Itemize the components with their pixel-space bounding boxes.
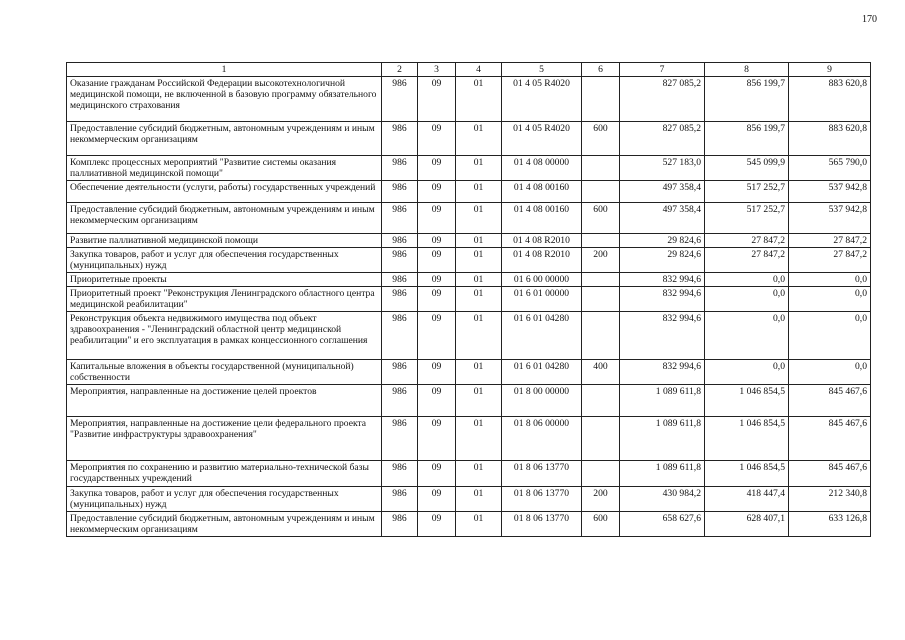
amount-year-3: 27 847,2 bbox=[789, 234, 871, 248]
gr-code: 986 bbox=[382, 273, 418, 287]
gr-code: 986 bbox=[382, 122, 418, 156]
vr-code bbox=[582, 273, 620, 287]
gr-code: 986 bbox=[382, 461, 418, 487]
pr-code: 01 bbox=[456, 385, 502, 417]
amount-year-2: 27 847,2 bbox=[705, 248, 789, 273]
csr-code: 01 8 06 00000 bbox=[502, 417, 582, 461]
amount-year-3: 537 942,8 bbox=[789, 203, 871, 234]
row-name: Оказание гражданам Российской Федерации высокотехнологичной медицинской помощи, не включенной в базовую программу обязательного медицинского страхования bbox=[67, 77, 382, 122]
rz-code: 09 bbox=[418, 417, 456, 461]
amount-year-3: 845 467,6 bbox=[789, 461, 871, 487]
row-name: Реконструкция объекта недвижимого имущества под объект здравоохранения - "Ленинградский областной центр медицинской реабилитации" и его эксплуатация в рамках концессионного соглашения bbox=[67, 312, 382, 360]
csr-code: 01 6 01 00000 bbox=[502, 287, 582, 312]
rz-code: 09 bbox=[418, 487, 456, 512]
row-name: Закупка товаров, работ и услуг для обеспечения государственных (муниципальных) нужд bbox=[67, 248, 382, 273]
table-row bbox=[67, 312, 871, 360]
amount-year-1: 430 984,2 bbox=[620, 487, 705, 512]
amount-year-2: 517 252,7 bbox=[705, 181, 789, 203]
row-name: Мероприятия, направленные на достижение цели федерального проекта "Развитие инфраструктуры здравоохранения" bbox=[67, 417, 382, 461]
pr-code: 01 bbox=[456, 234, 502, 248]
amount-year-3: 883 620,8 bbox=[789, 122, 871, 156]
table-row bbox=[67, 360, 871, 385]
column-header: 7 bbox=[620, 63, 705, 77]
column-header: 9 bbox=[789, 63, 871, 77]
gr-code: 986 bbox=[382, 77, 418, 122]
vr-code bbox=[582, 234, 620, 248]
table-row bbox=[67, 203, 871, 234]
amount-year-2: 0,0 bbox=[705, 287, 789, 312]
row-name: Мероприятия, направленные на достижение целей проектов bbox=[67, 385, 382, 417]
column-header: 5 bbox=[502, 63, 582, 77]
amount-year-3: 0,0 bbox=[789, 287, 871, 312]
table-row bbox=[67, 487, 871, 512]
amount-year-3: 883 620,8 bbox=[789, 77, 871, 122]
rz-code: 09 bbox=[418, 156, 456, 181]
table-row bbox=[67, 273, 871, 287]
gr-code: 986 bbox=[382, 312, 418, 360]
gr-code: 986 bbox=[382, 156, 418, 181]
csr-code: 01 4 08 R2010 bbox=[502, 234, 582, 248]
vr-code bbox=[582, 312, 620, 360]
rz-code: 09 bbox=[418, 234, 456, 248]
amount-year-1: 832 994,6 bbox=[620, 312, 705, 360]
gr-code: 986 bbox=[382, 417, 418, 461]
csr-code: 01 4 08 00160 bbox=[502, 181, 582, 203]
csr-code: 01 4 08 00000 bbox=[502, 156, 582, 181]
gr-code: 986 bbox=[382, 360, 418, 385]
csr-code: 01 6 01 04280 bbox=[502, 360, 582, 385]
csr-code: 01 6 00 00000 bbox=[502, 273, 582, 287]
pr-code: 01 bbox=[456, 156, 502, 181]
amount-year-1: 827 085,2 bbox=[620, 122, 705, 156]
gr-code: 986 bbox=[382, 181, 418, 203]
rz-code: 09 bbox=[418, 385, 456, 417]
pr-code: 01 bbox=[456, 77, 502, 122]
amount-year-1: 827 085,2 bbox=[620, 77, 705, 122]
column-header: 3 bbox=[418, 63, 456, 77]
amount-year-2: 27 847,2 bbox=[705, 234, 789, 248]
row-name: Предоставление субсидий бюджетным, автономным учреждениям и иным некоммерческим организациям bbox=[67, 512, 382, 537]
vr-code: 600 bbox=[582, 512, 620, 537]
column-header: 2 bbox=[382, 63, 418, 77]
amount-year-1: 658 627,6 bbox=[620, 512, 705, 537]
vr-code: 600 bbox=[582, 122, 620, 156]
gr-code: 986 bbox=[382, 512, 418, 537]
header-row bbox=[67, 63, 871, 77]
gr-code: 986 bbox=[382, 203, 418, 234]
table-row bbox=[67, 234, 871, 248]
pr-code: 01 bbox=[456, 248, 502, 273]
pr-code: 01 bbox=[456, 487, 502, 512]
vr-code bbox=[582, 417, 620, 461]
amount-year-1: 832 994,6 bbox=[620, 287, 705, 312]
amount-year-1: 1 089 611,8 bbox=[620, 461, 705, 487]
row-name: Приоритетные проекты bbox=[67, 273, 382, 287]
amount-year-1: 1 089 611,8 bbox=[620, 417, 705, 461]
gr-code: 986 bbox=[382, 287, 418, 312]
page-number: 170 bbox=[862, 14, 877, 25]
rz-code: 09 bbox=[418, 360, 456, 385]
rz-code: 09 bbox=[418, 461, 456, 487]
csr-code: 01 8 06 13770 bbox=[502, 487, 582, 512]
csr-code: 01 4 08 00160 bbox=[502, 203, 582, 234]
pr-code: 01 bbox=[456, 417, 502, 461]
pr-code: 01 bbox=[456, 312, 502, 360]
amount-year-3: 27 847,2 bbox=[789, 248, 871, 273]
column-header: 8 bbox=[705, 63, 789, 77]
amount-year-3: 0,0 bbox=[789, 312, 871, 360]
vr-code bbox=[582, 181, 620, 203]
rz-code: 09 bbox=[418, 181, 456, 203]
column-header: 1 bbox=[67, 63, 382, 77]
amount-year-1: 497 358,4 bbox=[620, 203, 705, 234]
gr-code: 986 bbox=[382, 487, 418, 512]
pr-code: 01 bbox=[456, 273, 502, 287]
table-row bbox=[67, 287, 871, 312]
table-row bbox=[67, 512, 871, 537]
amount-year-2: 0,0 bbox=[705, 360, 789, 385]
amount-year-1: 497 358,4 bbox=[620, 181, 705, 203]
rz-code: 09 bbox=[418, 273, 456, 287]
table-row bbox=[67, 181, 871, 203]
csr-code: 01 8 06 13770 bbox=[502, 512, 582, 537]
row-name: Комплекс процессных мероприятий "Развитие системы оказания паллиативной медицинской помощи" bbox=[67, 156, 382, 181]
amount-year-3: 845 467,6 bbox=[789, 385, 871, 417]
pr-code: 01 bbox=[456, 122, 502, 156]
rz-code: 09 bbox=[418, 287, 456, 312]
csr-code: 01 4 08 R2010 bbox=[502, 248, 582, 273]
vr-code bbox=[582, 77, 620, 122]
csr-code: 01 8 00 00000 bbox=[502, 385, 582, 417]
table-row bbox=[67, 77, 871, 122]
table-row bbox=[67, 248, 871, 273]
amount-year-3: 212 340,8 bbox=[789, 487, 871, 512]
amount-year-2: 418 447,4 bbox=[705, 487, 789, 512]
table-row bbox=[67, 122, 871, 156]
vr-code: 400 bbox=[582, 360, 620, 385]
vr-code bbox=[582, 461, 620, 487]
amount-year-3: 537 942,8 bbox=[789, 181, 871, 203]
amount-year-1: 1 089 611,8 bbox=[620, 385, 705, 417]
row-name: Закупка товаров, работ и услуг для обеспечения государственных (муниципальных) нужд bbox=[67, 487, 382, 512]
amount-year-2: 856 199,7 bbox=[705, 77, 789, 122]
amount-year-1: 527 183,0 bbox=[620, 156, 705, 181]
csr-code: 01 4 05 R4020 bbox=[502, 122, 582, 156]
amount-year-1: 29 824,6 bbox=[620, 234, 705, 248]
amount-year-2: 1 046 854,5 bbox=[705, 385, 789, 417]
amount-year-2: 628 407,1 bbox=[705, 512, 789, 537]
table-row bbox=[67, 156, 871, 181]
row-name: Обеспечение деятельности (услуги, работы) государственных учреждений bbox=[67, 181, 382, 203]
row-name: Предоставление субсидий бюджетным, автономным учреждениям и иным некоммерческим организациям bbox=[67, 122, 382, 156]
row-name: Капитальные вложения в объекты государственной (муниципальной) собственности bbox=[67, 360, 382, 385]
amount-year-3: 845 467,6 bbox=[789, 417, 871, 461]
row-name: Мероприятия по сохранению и развитию материально-технической базы государственных учреждений bbox=[67, 461, 382, 487]
amount-year-2: 856 199,7 bbox=[705, 122, 789, 156]
pr-code: 01 bbox=[456, 287, 502, 312]
row-name: Развитие паллиативной медицинской помощи bbox=[67, 234, 382, 248]
amount-year-2: 545 099,9 bbox=[705, 156, 789, 181]
vr-code bbox=[582, 287, 620, 312]
table-row bbox=[67, 417, 871, 461]
amount-year-3: 0,0 bbox=[789, 273, 871, 287]
pr-code: 01 bbox=[456, 512, 502, 537]
rz-code: 09 bbox=[418, 248, 456, 273]
column-header: 4 bbox=[456, 63, 502, 77]
amount-year-2: 0,0 bbox=[705, 312, 789, 360]
vr-code: 200 bbox=[582, 248, 620, 273]
column-header: 6 bbox=[582, 63, 620, 77]
vr-code: 600 bbox=[582, 203, 620, 234]
csr-code: 01 6 01 04280 bbox=[502, 312, 582, 360]
gr-code: 986 bbox=[382, 248, 418, 273]
vr-code bbox=[582, 385, 620, 417]
vr-code: 200 bbox=[582, 487, 620, 512]
row-name: Приоритетный проект "Реконструкция Ленинградского областного центра медицинской реабилитации" bbox=[67, 287, 382, 312]
amount-year-2: 0,0 bbox=[705, 273, 789, 287]
csr-code: 01 4 05 R4020 bbox=[502, 77, 582, 122]
row-name: Предоставление субсидий бюджетным, автономным учреждениям и иным некоммерческим организациям bbox=[67, 203, 382, 234]
rz-code: 09 bbox=[418, 122, 456, 156]
amount-year-1: 832 994,6 bbox=[620, 360, 705, 385]
amount-year-2: 1 046 854,5 bbox=[705, 417, 789, 461]
table-row bbox=[67, 385, 871, 417]
amount-year-1: 832 994,6 bbox=[620, 273, 705, 287]
pr-code: 01 bbox=[456, 461, 502, 487]
budget-table bbox=[66, 62, 871, 537]
rz-code: 09 bbox=[418, 512, 456, 537]
rz-code: 09 bbox=[418, 203, 456, 234]
pr-code: 01 bbox=[456, 181, 502, 203]
amount-year-1: 29 824,6 bbox=[620, 248, 705, 273]
rz-code: 09 bbox=[418, 77, 456, 122]
gr-code: 986 bbox=[382, 385, 418, 417]
amount-year-3: 565 790,0 bbox=[789, 156, 871, 181]
csr-code: 01 8 06 13770 bbox=[502, 461, 582, 487]
amount-year-3: 633 126,8 bbox=[789, 512, 871, 537]
amount-year-3: 0,0 bbox=[789, 360, 871, 385]
amount-year-2: 1 046 854,5 bbox=[705, 461, 789, 487]
amount-year-2: 517 252,7 bbox=[705, 203, 789, 234]
pr-code: 01 bbox=[456, 203, 502, 234]
table-row bbox=[67, 461, 871, 487]
vr-code bbox=[582, 156, 620, 181]
pr-code: 01 bbox=[456, 360, 502, 385]
rz-code: 09 bbox=[418, 312, 456, 360]
gr-code: 986 bbox=[382, 234, 418, 248]
